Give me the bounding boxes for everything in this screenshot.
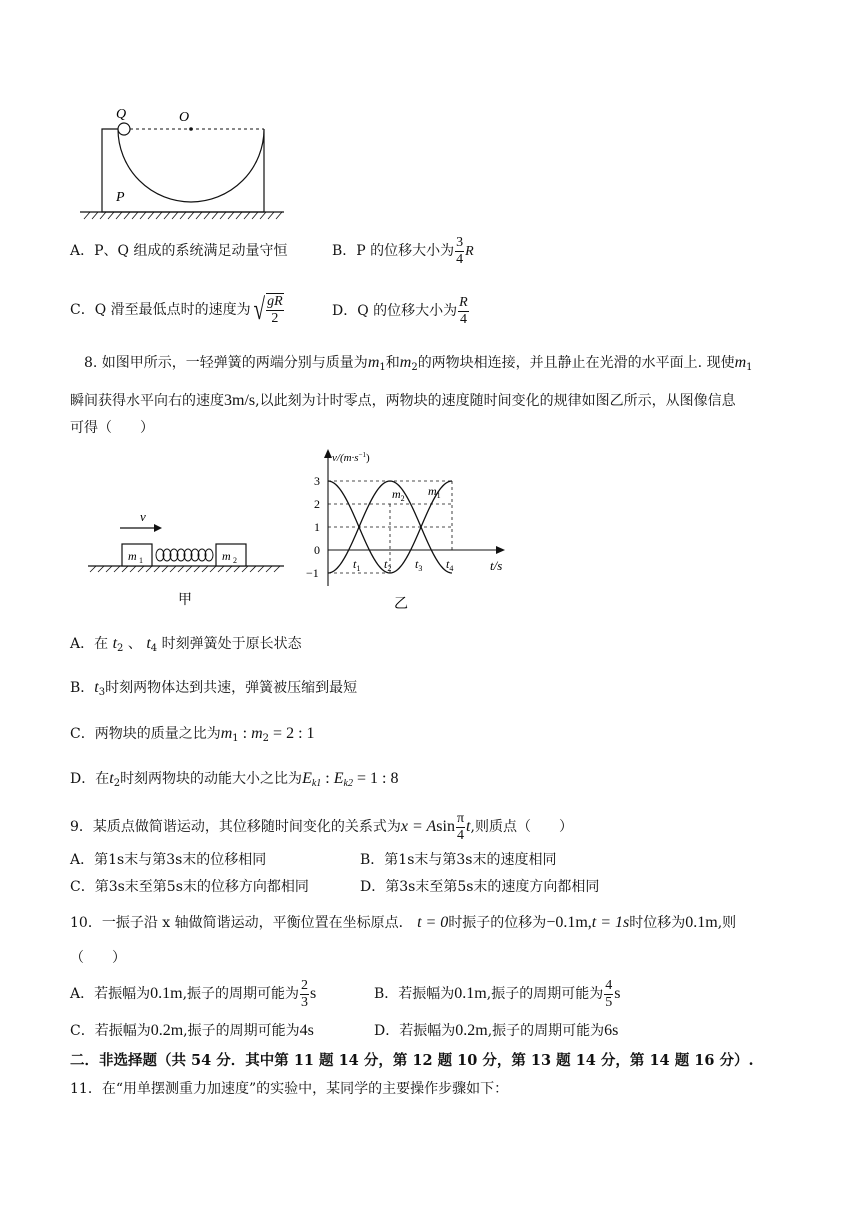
section-2-heading: 二．非选择题（共 54 分．其中第 11 题 14 分，第 12 题 10 分，第 13 题 14 分，第 14 题 16 分）. bbox=[70, 1052, 754, 1069]
block-m1 bbox=[122, 544, 152, 566]
curve-label-m2: $m_2$ bbox=[392, 487, 405, 503]
q7-option-D: D．Q 的位移大小为 $\frac{R}{4}$ bbox=[332, 294, 468, 327]
v-label: v bbox=[140, 509, 146, 524]
q7-option-A: A．P、Q 组成的系统满足动量守恒 bbox=[70, 243, 288, 259]
label-Q: Q bbox=[116, 107, 127, 122]
caption-yi: 乙 bbox=[394, 596, 408, 612]
svg-text:m: m bbox=[128, 549, 137, 563]
x-tick-label: $t_3$ bbox=[415, 557, 423, 573]
q7-D-fraction: $\frac{R}{4}$ bbox=[459, 294, 468, 327]
x-tick-label: $t_4$ bbox=[446, 557, 454, 573]
q7-option-C: C．Q 滑至最低点时的速度为√ $\frac{gR}{2}$ bbox=[70, 293, 283, 326]
caption-jia: 甲 bbox=[178, 592, 192, 608]
q9-option-A: A．第1s末与第3s末的位移相同 bbox=[70, 852, 267, 868]
q9-option-B: B．第1s末与第3s末的速度相同 bbox=[360, 852, 557, 868]
y-tick-label: 3 bbox=[314, 474, 320, 488]
q9-stem: 9．某质点做简谐运动，其位移随时间变化的关系式为x = Asin $\frac{\pi}{4}$ t,则质点（ ） bbox=[70, 810, 573, 843]
q8-stem-line2: 瞬间获得水平向右的速度3m/s,以此刻为计时零点，两物块的速度随时间变化的规律如图乙所示，从图像信息 bbox=[70, 392, 736, 409]
q10-answer-paren: （ ） bbox=[70, 950, 126, 966]
y-axis-label: $v/(m\cdot s^{-1})$ bbox=[332, 451, 370, 464]
q10-stem-line1: 10．一振子沿 x 轴做简谐运动，平衡位置在坐标原点． t = 0时振子的位移为−0.1m,t = 1s时位移为0.1m,则 bbox=[70, 914, 737, 931]
y-tick-label: −1 bbox=[306, 566, 319, 580]
figure-q7-semicircular-track bbox=[70, 100, 290, 225]
figure-q8-yi-velocity-graph bbox=[300, 446, 520, 616]
figure-q8-jia-spring-blocks bbox=[84, 508, 294, 614]
q10-option-C: C．若振幅为0.2m,振子的周期可能为4s bbox=[70, 1022, 314, 1039]
q9-option-C: C．第3s末至第5s末的位移方向都相同 bbox=[70, 879, 309, 895]
svg-text:m: m bbox=[222, 549, 231, 563]
q7-B-fraction: $\frac{3}{4}$ bbox=[456, 234, 464, 267]
q10-option-A: A．若振幅为0.1m,振子的周期可能为 $\frac{2}{3}$ s bbox=[70, 977, 317, 1010]
block-m2 bbox=[216, 544, 246, 566]
label-P: P bbox=[116, 190, 125, 205]
q10-option-B: B．若振幅为0.1m,振子的周期可能为 $\frac{4}{5}$ s bbox=[374, 977, 621, 1010]
curve-label-m1: $m_1$ bbox=[428, 484, 441, 500]
spring bbox=[156, 549, 213, 561]
q9-pi-over-4: $\frac{\pi}{4}$ bbox=[456, 810, 465, 843]
y-tick-label: 2 bbox=[314, 497, 320, 511]
q8-option-C: C．两物块的质量之比为$m_1$ : $m_2 = 2$ : 1 bbox=[70, 725, 315, 744]
x-tick-label: $t_2$ bbox=[384, 557, 392, 573]
q11-stem: 11．在“用单摆测重力加速度”的实验中，某同学的主要操作步骤如下： bbox=[70, 1081, 509, 1097]
svg-text:2: 2 bbox=[233, 556, 237, 565]
y-tick-label: 1 bbox=[314, 520, 320, 534]
x-tick-label: $t_1$ bbox=[353, 557, 361, 573]
y-tick-label: 0 bbox=[314, 543, 320, 557]
q8-stem-line3: 可得（ ） bbox=[70, 420, 154, 436]
q8-option-B: B．$t_3$时刻两物体达到共速，弹簧被压缩到最短 bbox=[70, 679, 358, 698]
label-O: O bbox=[179, 110, 190, 125]
q9-option-D: D．第3s末至第5s末的速度方向都相同 bbox=[360, 879, 600, 895]
q7-option-B: B．P 的位移大小为 $\frac{3}{4}$ R bbox=[332, 234, 474, 267]
q7-C-fraction: $\frac{gR}{2}$ bbox=[267, 294, 283, 326]
q10-option-D: D．若振幅为0.2m,振子的周期可能为6s bbox=[374, 1022, 619, 1039]
q8-option-A: A．在 $t_2$ 、 $t_4$ 时刻弹簧处于原长状态 bbox=[70, 635, 302, 654]
svg-text:1: 1 bbox=[139, 556, 143, 565]
q8-stem-line1: 8. 如图甲所示，一轻弹簧的两端分别与质量为$m_1$和$m_2$的两物块相连接，并且静止在光滑的水平面上. 现使$m_1$ bbox=[84, 354, 753, 373]
x-axis-label: t/s bbox=[490, 558, 503, 573]
q8-option-D: D．在$t_2$时刻两物块的动能大小之比为$E_{k1}$ : $E_{k2} = 1$ : 8 bbox=[70, 770, 399, 789]
